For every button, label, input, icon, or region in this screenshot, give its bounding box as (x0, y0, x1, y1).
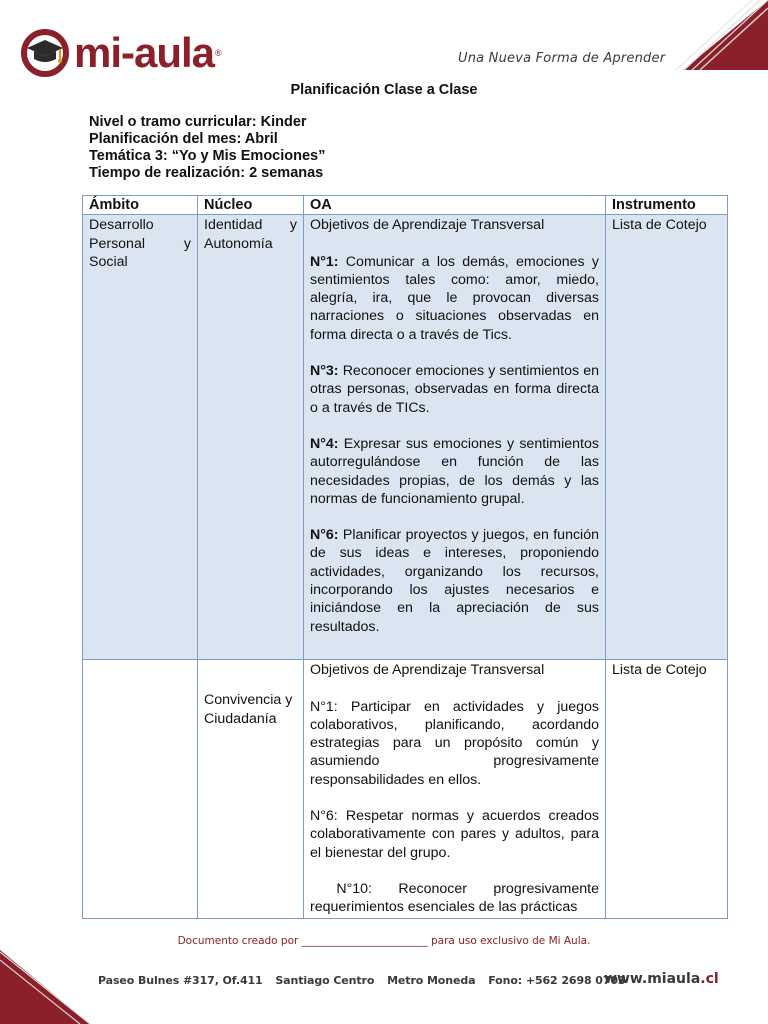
cell-ambito: Desarrollo Personal y Social (83, 215, 198, 660)
header-nucleo: Núcleo (198, 196, 304, 215)
address-street: Paseo Bulnes #317, Of.411 (98, 974, 263, 987)
objective-text: Comunicar a los demás, emociones y sentimientos tales como: amor, miedo, alegría, ira, que le provocan diversas narraciones o situaciones observadas en forma directa o a través de Tics. (310, 253, 599, 343)
cell-spacer (204, 661, 297, 691)
header-instrumento: Instrumento (606, 196, 728, 215)
footer-address (98, 974, 635, 987)
objective-code: N°1: (310, 253, 339, 270)
cell-oa (304, 660, 606, 919)
cell-instrumento: Lista de Cotejo (606, 215, 728, 660)
table-row (83, 215, 728, 660)
objective-text: Reconocer emociones y sentimientos en otras personas, observadas en forma directa o a través de TICs. (310, 363, 599, 416)
header-ambito: Ámbito (83, 196, 198, 215)
meta-mes: Planificación del mes: Abril (89, 131, 278, 147)
cell-nucleo (198, 660, 304, 919)
objective-item: N°6: Respetar normas y acuerdos creados colaborativamente con pares y adultos, para el bienestar del grupo. (310, 808, 599, 861)
brand-tagline: Una Nueva Forma de Aprender (458, 51, 666, 66)
address-metro: Metro Moneda (387, 974, 476, 987)
cell-instrumento: Lista de Cotejo (606, 660, 728, 919)
table-row (83, 660, 728, 919)
document-title: Planificación Clase a Clase (290, 82, 478, 98)
objective-item: N°1: Participar en actividades y juegos colaborativos, planificando, acordando estrategias para un propósito común y asumiendo progresivamente responsabilidades en ellos. (310, 698, 599, 788)
website-main: www.miaula (604, 971, 701, 987)
footer-website-link[interactable] (604, 971, 719, 987)
address-city: Santiago Centro (275, 974, 375, 987)
objective-item (310, 253, 599, 344)
objective-item (310, 526, 599, 636)
objective-code: N°6: (310, 527, 339, 544)
cell-oa (304, 215, 606, 660)
objective-item (310, 435, 599, 508)
meta-tiempo: Tiempo de realización: 2 semanas (89, 165, 324, 181)
header-oa: OA (304, 196, 606, 215)
nucleo-text: Convivencia y Ciudadanía (204, 692, 293, 727)
objective-text: Planificar proyectos y juegos, en función de sus ideas e intereses, proponiendo actividades, organizando los recursos, incorporando los ajustes necesarios e iniciándose en la apreciación de sus resultados. (310, 527, 599, 635)
document-meta (89, 114, 325, 182)
brand-logo (20, 28, 222, 78)
registered-mark: ® (215, 48, 222, 58)
footer-created-by: Documento creado por ________________________ para uso exclusivo de Mi Aula. (177, 935, 591, 947)
oa-heading: Objetivos de Aprendizaje Transversal (310, 662, 545, 679)
objective-code: N°4: (310, 435, 339, 452)
objective-item (310, 362, 599, 417)
planning-table (82, 195, 728, 919)
corner-stripes-bottom (0, 950, 100, 1024)
oa-content (310, 661, 603, 917)
brand-name: mi-aula (74, 29, 215, 76)
cell-ambito (83, 660, 198, 919)
website-tld: .cl (700, 971, 719, 987)
objective-code: N°3: (310, 363, 339, 380)
address-phone: Fono: +562 2698 0703 (488, 974, 626, 987)
graduation-cap-icon (20, 28, 70, 78)
objective-text: Expresar sus emociones y sentimientos autorregulándose en función de las necesidades propias, de los demás y las normas de funcionamiento grupal. (310, 435, 599, 507)
cell-nucleo: Identidad y Autonomía (198, 215, 304, 660)
oa-heading: Objetivos de Aprendizaje Transversal (310, 217, 545, 234)
meta-nivel: Nivel o tramo curricular: Kinder (89, 114, 307, 130)
table-header-row (83, 196, 728, 215)
meta-tematica: Temática 3: “Yo y Mis Emociones” (89, 148, 326, 164)
objective-item: N°10: Reconocer progresivamente requerimientos esenciales de las prácticas (310, 880, 603, 916)
